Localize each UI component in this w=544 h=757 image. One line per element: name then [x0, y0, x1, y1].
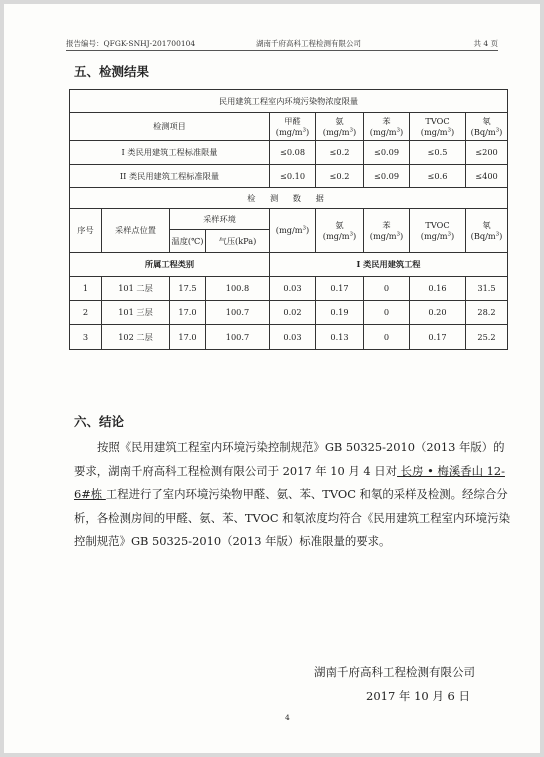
cell-value: 28.2	[466, 301, 508, 325]
pollutant-header	[316, 113, 364, 141]
limit-value: ≤0.6	[410, 165, 466, 188]
unit: (mg/m	[322, 126, 350, 137]
col-env: 采样环境	[170, 209, 270, 230]
unit-exp: 3	[396, 126, 401, 133]
cell-value: 0.19	[316, 301, 364, 325]
unit-exp: 3	[302, 126, 307, 133]
unit-close: )	[451, 230, 455, 241]
pollutant-name: 苯	[382, 115, 391, 126]
pollutant-header	[364, 113, 410, 141]
pollutant-name: TVOC	[425, 219, 450, 230]
cell-location: 101 三层	[102, 301, 170, 325]
cell-value: 0.03	[270, 277, 316, 301]
document-page	[4, 4, 540, 753]
pollutant-name: 氡	[482, 115, 491, 126]
table-row	[70, 277, 508, 301]
data-section-title: 检 测 数 据	[70, 188, 508, 209]
header-company: 湖南千府高科工程检测有限公司	[256, 39, 361, 48]
cell-value: 0.17	[410, 325, 466, 350]
page-number: 4	[285, 713, 290, 722]
cell-value: 0.03	[270, 325, 316, 350]
unit-exp: 3	[495, 230, 500, 237]
table-row	[70, 301, 508, 325]
project-site: 长房 • 梅溪香山 12-6#栋	[74, 463, 505, 501]
unit-header	[466, 209, 508, 253]
col-no: 序号	[70, 209, 102, 253]
pollutant-header	[270, 113, 316, 141]
unit: (mg/m	[369, 126, 397, 137]
unit-header	[410, 209, 466, 253]
cell-value: 0.16	[410, 277, 466, 301]
pollutant-name: 氨	[335, 219, 344, 230]
cell-no: 2	[70, 301, 102, 325]
cell-value: 0.02	[270, 301, 316, 325]
pollutant-name: TVOC	[425, 115, 450, 126]
unit-close: )	[353, 126, 357, 137]
cell-value: 0	[364, 301, 410, 325]
unit-exp: 3	[349, 126, 354, 133]
unit-exp: 3	[302, 225, 307, 232]
cell-no: 3	[70, 325, 102, 350]
signature-company: 湖南千府高科工程检测有限公司	[314, 665, 475, 679]
signature-date: 2017 年 10 月 6 日	[366, 689, 470, 703]
unit: (mg/m	[369, 230, 397, 241]
pollutant-header	[466, 113, 508, 141]
pollutant-name: 甲醛	[284, 115, 301, 126]
cell-value: 0	[364, 325, 410, 350]
conclusion-text-b: 工程进行了室内环境污染物甲醛、氨、苯、TVOC 和氡的采样及检测。经综合分析，各检测房间的甲醛、氨、苯、TVOC 和氡浓度均符合《民用建筑工程室内环境污染控制规范》GB 50325-2010（2013 年版）标准限量的要求。	[74, 487, 510, 548]
limit-value: ≤0.09	[364, 141, 410, 165]
cell-value: 0.17	[316, 277, 364, 301]
limit-value: ≤0.2	[316, 165, 364, 188]
cell-press: 100.8	[206, 277, 270, 301]
unit-header	[364, 209, 410, 253]
cell-press: 100.7	[206, 301, 270, 325]
cell-value: 0	[364, 277, 410, 301]
unit-exp: 3	[495, 126, 500, 133]
cell-value: 25.2	[466, 325, 508, 350]
cell-temp: 17.0	[170, 301, 206, 325]
limit-label: II 类民用建筑工程标准限量	[70, 165, 270, 188]
pollutant-header	[410, 113, 466, 141]
cell-value: 31.5	[466, 277, 508, 301]
table-caption: 民用建筑工程室内环境污染物浓度限量	[70, 90, 508, 113]
section-5-title: 五、检测结果	[74, 64, 150, 79]
limit-row	[70, 165, 508, 188]
unit: (Bq/m	[470, 126, 496, 137]
page-header	[66, 38, 498, 51]
unit-exp: 3	[349, 230, 354, 237]
results-table	[69, 89, 508, 350]
limit-value: ≤0.5	[410, 141, 466, 165]
conclusion-paragraph	[74, 436, 514, 554]
unit-exp: 3	[447, 230, 452, 237]
cell-value: 0.20	[410, 301, 466, 325]
unit-close: )	[400, 126, 404, 137]
limit-value: ≤0.09	[364, 165, 410, 188]
col-location: 采样点位置	[102, 209, 170, 253]
limit-label: I 类民用建筑工程标准限量	[70, 141, 270, 165]
unit-header	[270, 209, 316, 253]
item-header: 检测项目	[70, 113, 270, 141]
category-label: 所属工程类别	[70, 253, 270, 277]
pollutant-name: 氡	[482, 219, 491, 230]
pollutant-name: 氨	[335, 115, 344, 126]
unit-close: )	[451, 126, 455, 137]
unit: (mg/m	[420, 230, 448, 241]
cell-press: 100.7	[206, 325, 270, 350]
unit-exp: 3	[396, 230, 401, 237]
unit-close: )	[306, 225, 310, 235]
limit-value: ≤0.10	[270, 165, 316, 188]
col-temp: 温度(℃)	[170, 230, 206, 253]
limit-row	[70, 141, 508, 165]
unit-close: )	[353, 230, 357, 241]
unit-header	[316, 209, 364, 253]
cell-no: 1	[70, 277, 102, 301]
col-press: 气压(kPa)	[206, 230, 270, 253]
unit: (mg/m	[275, 126, 303, 137]
limit-value: ≤200	[466, 141, 508, 165]
cell-location: 102 二层	[102, 325, 170, 350]
unit-exp: 3	[447, 126, 452, 133]
page-count: 共 4 页	[473, 39, 498, 48]
unit: (Bq/m	[470, 230, 496, 241]
cell-value: 0.13	[316, 325, 364, 350]
cell-location: 101 二层	[102, 277, 170, 301]
conclusion-text-a: 按照《民用建筑工程室内环境污染控制规范》GB 50325-2010（2013 年版）的要求，湖南千府高科工程检测有限公司于 2017 年 10 月 4 日对	[74, 440, 505, 478]
cell-temp: 17.0	[170, 325, 206, 350]
pollutant-name: 苯	[382, 219, 391, 230]
table-row	[70, 325, 508, 350]
report-number: 报告编号：QFGK-SNHJ-201700104	[66, 39, 196, 48]
limit-value: ≤400	[466, 165, 508, 188]
unit: (mg/m	[275, 225, 303, 235]
unit: (mg/m	[420, 126, 448, 137]
cell-temp: 17.5	[170, 277, 206, 301]
unit-close: )	[499, 230, 503, 241]
category-value: I 类民用建筑工程	[270, 253, 508, 277]
unit: (mg/m	[322, 230, 350, 241]
unit-close: )	[400, 230, 404, 241]
unit-close: )	[306, 126, 310, 137]
limit-value: ≤0.08	[270, 141, 316, 165]
section-6-title: 六、结论	[74, 414, 125, 429]
limit-value: ≤0.2	[316, 141, 364, 165]
unit-close: )	[499, 126, 503, 137]
